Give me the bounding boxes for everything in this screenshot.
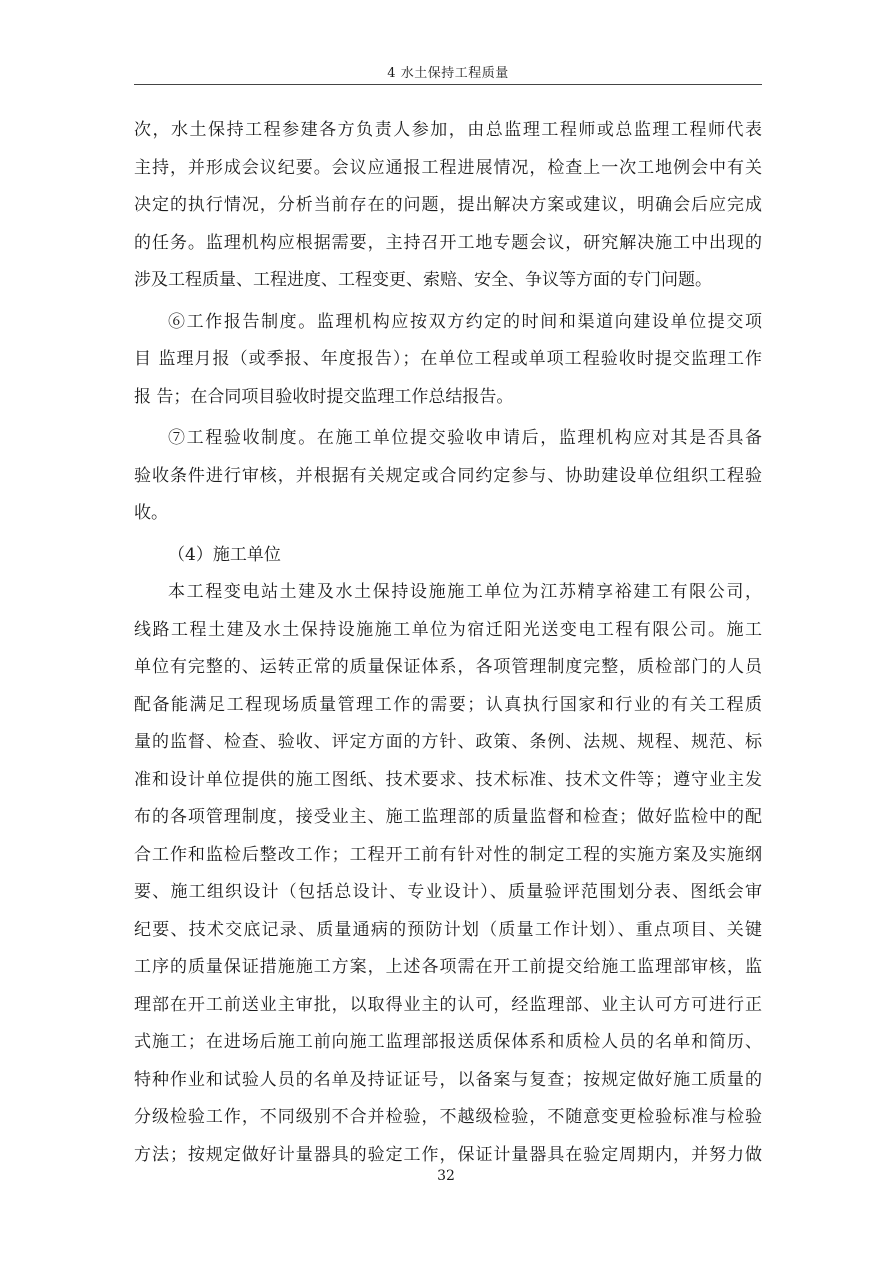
text-line: 配备能满足工程现场质量管理工作的需要；认真执行国家和行业的有关工程质 [134, 694, 762, 715]
text-line: 本工程变电站土建及水土保持设施施工单位为江苏精享裕建工有限公司， [168, 582, 762, 602]
text-line: 分级检验工作，不同级别不合并检验，不越级检验，不随意变更检验标准与检验 [134, 1107, 762, 1127]
text-line: 单位有完整的、运转正常的质量保证体系，各项管理制度完整，质检部门的人员 [134, 657, 762, 677]
header-rule [134, 84, 762, 85]
text-line: 报 告；在合同项目验收时提交监理工作总结报告。 [134, 386, 514, 407]
paragraph-construction-unit [134, 574, 762, 1174]
document-body [134, 112, 762, 1174]
text-line: 方法；按规定做好计量器具的验定工作，保证计量器具在验定周期内，并努力做 [134, 1144, 762, 1165]
text-line: 的任务。监理机构应根据需要，主持召开工地专题会议，研究解决施工中出现的 [134, 232, 762, 253]
text-line: ⑦工程验收制度。在施工单位提交验收申请后，监理机构应对其是否具备 [168, 428, 762, 448]
page-number: 32 [437, 1168, 455, 1184]
text-line: 要、施工组织设计（包括总设计、专业设计）、质量验评范围划分表、图纸会审 [134, 882, 762, 902]
text-line: 准和设计单位提供的施工图纸、技术要求、技术标准、技术文件等；遵守业主发 [134, 769, 762, 790]
text-line: 工序的质量保证措施施工方案，上述各项需在开工前提交给施工监理部审核，监 [134, 957, 762, 977]
text-line: 次，水土保持工程参建各方负责人参加，由总监理工程师或总监理工程师代表 [134, 120, 762, 140]
text-line: 验收条件进行审核，并根据有关规定或合同约定参与、协助建设单位组织工程验 [134, 465, 762, 486]
text-line: 布的各项管理制度，接受业主、施工监理部的质量监督和检查；做好监检中的配 [134, 807, 762, 827]
text-line: ⑥工作报告制度。监理机构应按双方约定的时间和渠道向建设单位提交项 [168, 311, 762, 332]
text-line: 涉及工程质量、工程进度、工程变更、索赔、安全、争议等方面的专门问题。 [134, 270, 712, 290]
text-line: 线路工程土建及水土保持设施施工单位为宿迁阳光送变电工程有限公司。施工 [134, 619, 762, 640]
paragraph-acceptance [134, 420, 762, 533]
text-line: 量的监督、检查、验收、评定方面的方针、政策、条例、法规、规程、规范、标 [134, 732, 762, 752]
text-line: 目 监理月报（或季报、年度报告）；在单位工程或单项工程验收时提交监理工作 [134, 349, 762, 369]
text-line: 收。 [134, 503, 168, 523]
text-line: 式施工；在进场后施工前向施工监理部报送质保体系和质检人员的名单和简历、 [134, 1032, 762, 1052]
text-line: 合工作和监检后整改工作；工程开工前有针对性的制定工程的实施方案及实施纲 [134, 844, 762, 865]
paragraph-work-report [134, 304, 762, 417]
paragraph-meeting [134, 112, 762, 300]
text-line: 决定的执行情况，分析当前存在的问题，提出解决方案或建议，明确会后应完成 [134, 195, 762, 215]
text-line: 纪要、技术交底记录、质量通病的预防计划（质量工作计划）、重点项目、关键 [134, 919, 762, 940]
section-heading: （4）施工单位 [168, 544, 281, 565]
text-line: 理部在开工前送业主审批，以取得业主的认可，经监理部、业主认可方可进行正 [134, 994, 762, 1015]
text-line: 特种作业和试验人员的名单及持证证号，以备案与复查；按规定做好施工质量的 [134, 1069, 762, 1090]
text-line: 主持，并形成会议纪要。会议应通报工程进展情况，检查上一次工地例会中有关 [134, 157, 762, 178]
running-header: 4 水土保持工程质量 [387, 66, 509, 81]
